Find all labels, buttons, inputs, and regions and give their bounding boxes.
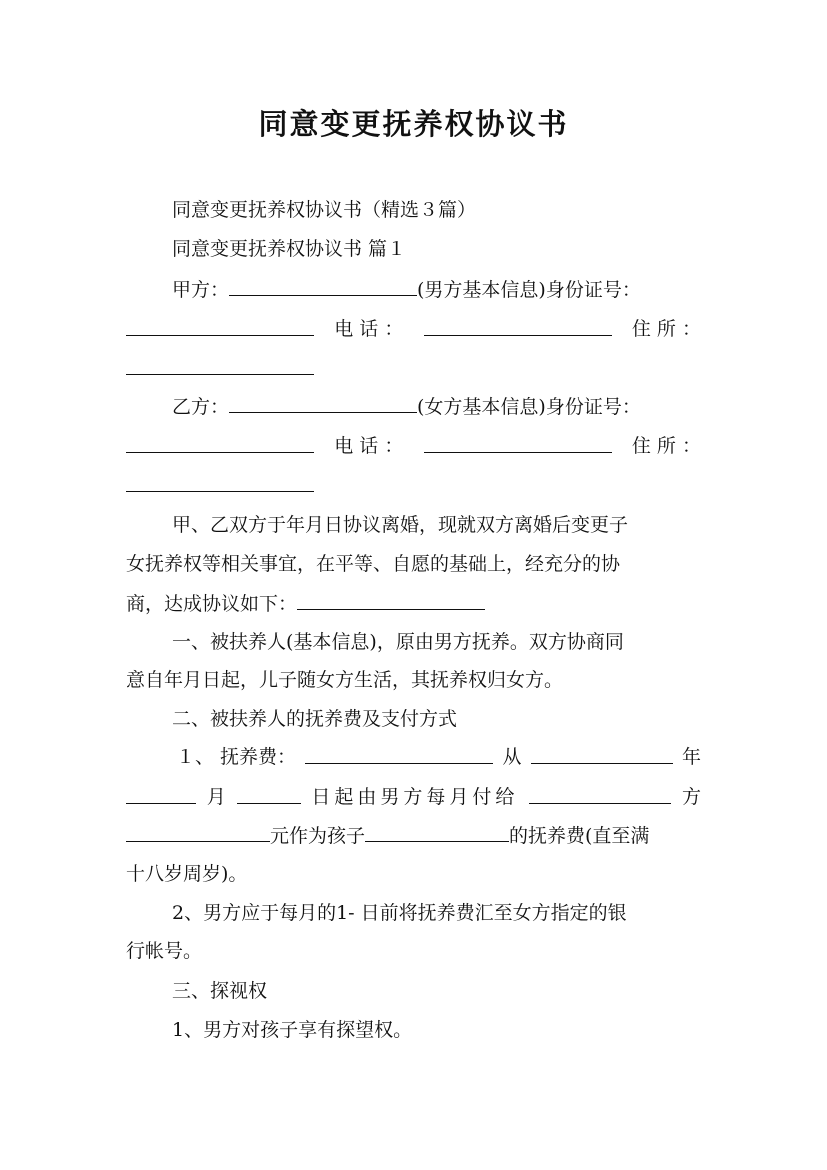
fee-amount-blank[interactable] — [305, 745, 493, 764]
fee-day-blank[interactable] — [237, 785, 301, 804]
item1-line1: 一、被扶养人(基本信息)，原由男方抚养。双方协商同 — [172, 631, 624, 653]
party-b-phone-label: 电 话 ： — [334, 435, 404, 457]
fee-side: 方 — [681, 786, 701, 808]
fee-month: 月 — [206, 786, 226, 808]
party-b-name-blank[interactable] — [229, 394, 417, 413]
party-b-id-blank[interactable] — [126, 434, 314, 453]
section-heading: 同意变更抚养权协议书 篇１ — [172, 238, 407, 260]
fee-year-blank[interactable] — [531, 745, 673, 764]
party-b-line — [172, 394, 701, 419]
party-b-address-label: 住 所 ： — [631, 435, 701, 457]
party-a-address-label: 住 所 ： — [631, 318, 701, 340]
party-a-phone-blank[interactable] — [424, 317, 612, 336]
party-a-id-blank[interactable] — [126, 317, 314, 336]
item2-heading: 二、被扶养人的抚养费及支付方式 — [172, 708, 458, 730]
fee-amount-line — [126, 823, 701, 848]
fee-child-blank[interactable] — [365, 823, 509, 842]
party-a-info: (男方基本信息)身份证号： — [417, 279, 641, 301]
para1-line1: 甲、乙双方于年月日协议离婚，现就双方离婚后变更子 — [172, 514, 629, 536]
party-a-phone-label: 电 话 ： — [334, 318, 404, 340]
party-a-address-blank[interactable] — [126, 356, 314, 375]
item1-line2: 意自年月日起，儿子随女方生活，其抚养权归女方。 — [126, 669, 564, 691]
item3-line1: 1、男方对孩子享有探望权。 — [172, 1019, 413, 1041]
fee-until: 的抚养费(直至满 — [509, 825, 650, 847]
fee-yuan: 元作为孩子 — [270, 825, 366, 847]
fee-date-line — [126, 785, 701, 809]
party-b-address-line — [126, 473, 701, 498]
party-a-line — [172, 277, 701, 302]
para1-line3: 商，达成协议如下： — [126, 593, 298, 615]
fee-year: 年 — [681, 746, 701, 768]
fee-month-blank[interactable] — [126, 785, 196, 804]
party-a-name-blank[interactable] — [229, 277, 417, 296]
party-a-contact-line — [126, 317, 701, 341]
para1-line3-row — [126, 591, 701, 616]
pay-line1: 2、男方应于每月的1- 日前将抚养费汇至女方指定的银 — [172, 902, 627, 924]
agreement-blank[interactable] — [297, 591, 485, 610]
document-title: 同意变更抚养权协议书 — [258, 107, 569, 141]
para1-line2: 女抚养权等相关事宜，在平等、自愿的基础上，经充分的协 — [126, 553, 621, 575]
party-b-contact-line — [126, 434, 701, 458]
party-b-label: 乙方： — [172, 396, 230, 418]
fee-yuan-blank[interactable] — [126, 823, 270, 842]
fee-line — [176, 745, 701, 769]
party-b-info: (女方基本信息)身份证号： — [417, 396, 641, 418]
party-b-address-blank[interactable] — [126, 473, 314, 492]
item3-heading: 三、探视权 — [172, 980, 268, 1002]
fee-label: １、 抚养费： — [176, 746, 297, 768]
fee-from: 从 — [502, 746, 522, 768]
fee-from-male: 日起由男方每月付给 — [311, 786, 519, 808]
party-a-address-line — [126, 356, 701, 381]
pay-line2: 行帐号。 — [126, 940, 203, 962]
fee-recipient-blank[interactable] — [529, 785, 671, 804]
subtitle: 同意变更抚养权协议书（精选３篇） — [172, 199, 477, 221]
fee-age: 十八岁周岁)。 — [126, 863, 248, 885]
party-b-phone-blank[interactable] — [424, 434, 612, 453]
party-a-label: 甲方： — [172, 279, 230, 301]
